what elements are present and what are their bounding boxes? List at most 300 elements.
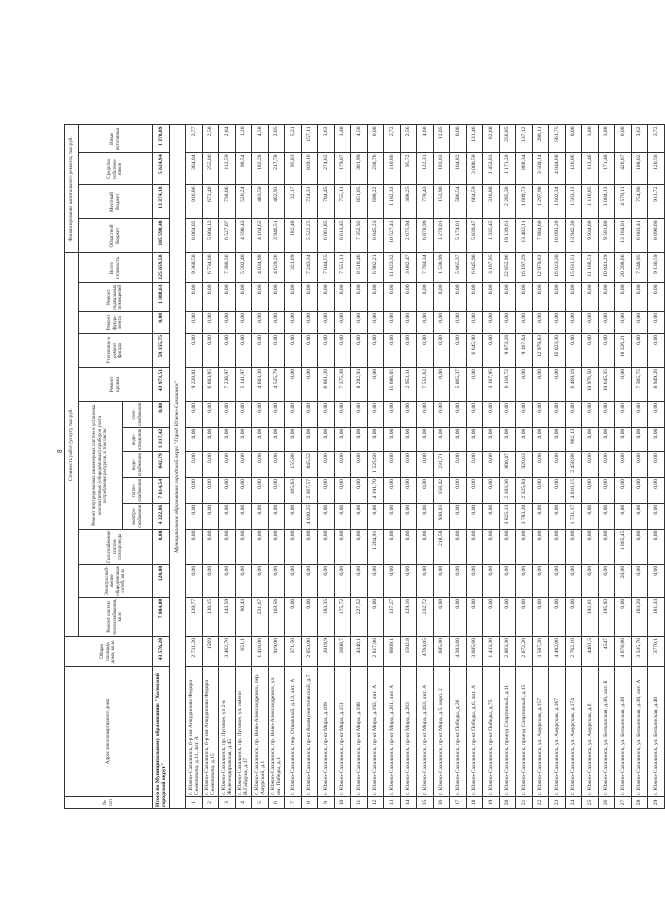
row-value: 0,00 xyxy=(202,452,219,478)
row-value: 9 228,81 xyxy=(186,367,203,401)
row-value: 0,00 xyxy=(318,564,335,597)
row-number: 12 xyxy=(367,797,384,809)
row-value: 4 603,30 xyxy=(252,367,269,401)
table-row xyxy=(367,125,384,809)
row-value: 0,00 xyxy=(582,564,599,597)
header-electric: Электроснаб- жение общедомовых сетей, кв.м xyxy=(79,564,153,597)
row-value: 9 581,80 xyxy=(598,219,615,253)
row-value: 1 865,45 xyxy=(615,529,632,564)
row-value: 1 270,01 xyxy=(433,219,450,253)
total-cell: 5 624,94 xyxy=(153,153,170,185)
header-fin-owners: Средства собствен- ников xyxy=(79,153,153,185)
row-value: 0,00 xyxy=(549,427,566,452)
row-value: 9 368,58 xyxy=(186,253,203,283)
row-value: 0,00 xyxy=(417,333,434,367)
header-facade: Ремонт фунда- мента xyxy=(79,311,153,333)
total-cell: 43 576,20 xyxy=(153,637,170,667)
row-value: 0,00 xyxy=(219,529,236,564)
row-value: 5 202,40 xyxy=(235,253,252,283)
row-value: 0,00 xyxy=(186,529,203,564)
row-value: 0,00 xyxy=(532,283,549,311)
row-address: г. Южно-Сахалинск, пр-кт Победы, д.75 xyxy=(483,667,500,797)
row-address: г. Южно-Сахалинск, пр. Луговое, ул 2-я Железнодорожная, д.45 xyxy=(219,667,236,797)
row-value: 0,00 xyxy=(186,478,203,504)
row-value: 2,58 xyxy=(202,125,219,153)
row-value: 6 613,45 xyxy=(334,219,351,253)
row-value: 0,00 xyxy=(466,564,483,597)
row-value: 0,00 xyxy=(235,283,252,311)
row-value: 1 453,03 xyxy=(483,153,500,185)
total-cell: 120,00 xyxy=(153,564,170,597)
row-value: 0,00 xyxy=(549,564,566,597)
total-cell: 0,00 xyxy=(153,311,170,333)
row-value: 0,00 xyxy=(466,427,483,452)
row-value: 11 823,32 xyxy=(384,253,401,283)
row-value: 0,00 xyxy=(598,564,615,597)
row-value: 3 605,60 xyxy=(466,637,483,667)
row-value: 0,00 xyxy=(285,311,302,333)
row-value: 8 064,02 xyxy=(186,219,203,253)
row-value: 0,00 xyxy=(219,311,236,333)
row-value: 0,00 xyxy=(450,311,467,333)
row-value: 0,00 xyxy=(219,427,236,452)
row-value: 0,00 xyxy=(648,529,665,564)
row-value: 7 352,92 xyxy=(351,219,368,253)
row-value: 0,00 xyxy=(400,478,417,504)
row-value: 839,16 xyxy=(301,153,318,185)
row-value: 4 078,80 xyxy=(615,637,632,667)
row-value: 0,00 xyxy=(450,597,467,636)
table-row xyxy=(483,125,500,809)
row-value: 0,00 xyxy=(532,427,549,452)
row-value: 462,93 xyxy=(268,185,285,219)
row-value: 2,84 xyxy=(219,125,236,153)
row-value: 0,00 xyxy=(466,401,483,427)
row-address: г. Южно-Сахалинск, пр-кт Мира, д.263, лит. А xyxy=(417,667,434,797)
row-value: 0,00 xyxy=(499,597,516,636)
row-value: 0,00 xyxy=(318,333,335,367)
row-value: 13 184,01 xyxy=(615,219,632,253)
row-address: г. Южно-Сахалинск, пр. Ново-Александровск, пер. Амурский, д.1 xyxy=(252,667,269,797)
total-cell: 13 374,18 xyxy=(153,185,170,219)
row-value: 0,00 xyxy=(202,529,219,564)
row-value: 15 631,51 xyxy=(565,253,582,283)
row-address: г. Южно-Сахалинск, б-р им Анкудинова Федора Семеновича, д.15 xyxy=(202,667,219,797)
row-value: 3 946,51 xyxy=(268,219,285,253)
row-value: 181,33 xyxy=(648,597,665,636)
row-value: 0,00 xyxy=(235,529,252,564)
header-inner-electric: электро- снабжения xyxy=(123,503,153,529)
row-value: 0,00 xyxy=(235,311,252,333)
row-number: 8 xyxy=(301,797,318,809)
row-value: 11 168,51 xyxy=(582,253,599,283)
row-value: 2 325,84 xyxy=(516,478,533,504)
row-address: г. Южно-Сахалинск, ул. Бельинская, д.40 xyxy=(648,667,665,797)
row-value: 0,00 xyxy=(186,333,203,367)
row-value: 165,83 xyxy=(285,478,302,504)
row-number: 19 xyxy=(483,797,500,809)
row-value: 0,00 xyxy=(351,529,368,564)
header-basement: Утепление и ремонт фасада xyxy=(79,333,153,367)
row-value: 0,00 xyxy=(351,283,368,311)
row-value: 3 167,95 xyxy=(483,253,500,283)
row-address: г. Южно-Сахалинск, пр-кт Мира, д.151 xyxy=(334,667,351,797)
row-value: 0,00 xyxy=(417,401,434,427)
table-row xyxy=(532,125,549,809)
row-number: 18 xyxy=(466,797,483,809)
row-value: 920,63 xyxy=(516,452,533,478)
row-value: 0,00 xyxy=(285,503,302,529)
row-address: г. Южно-Сахалинск, пр-кт Мира, д.192, лит. А xyxy=(367,667,384,797)
row-value: 62,68 xyxy=(483,125,500,153)
row-value: 0,00 xyxy=(483,597,500,636)
row-value: 371,50 xyxy=(285,637,302,667)
row-value: 3 462,70 xyxy=(219,637,236,667)
row-value: 0,00 xyxy=(367,333,384,367)
row-value: 0,00 xyxy=(433,564,450,597)
row-value: 0,00 xyxy=(433,597,450,636)
row-number: 7 xyxy=(285,797,302,809)
row-value: 4 010,15 xyxy=(565,478,582,504)
row-value: 0,00 xyxy=(631,564,648,597)
row-value: 0,00 xyxy=(384,564,401,597)
row-value: 10 841,29 xyxy=(598,253,615,283)
row-value: 1 731,17 xyxy=(565,503,582,529)
header-inner-sewer: водо- отведения xyxy=(123,427,153,452)
row-value: 179,07 xyxy=(334,153,351,185)
row-value: 0,00 xyxy=(301,401,318,427)
row-value: 520,24 xyxy=(235,185,252,219)
row-address: г. Южно-Сахалинск, пр-кт Мира, д.261, лит. А xyxy=(384,667,401,797)
row-value: 301,99 xyxy=(351,153,368,185)
row-value: 0,00 xyxy=(334,333,351,367)
row-value: 0,00 xyxy=(186,452,203,478)
row-value: 3,88 xyxy=(598,125,615,153)
row-value: 364,04 xyxy=(186,153,203,185)
row-number: 11 xyxy=(351,797,368,809)
row-value: 0,00 xyxy=(549,529,566,564)
row-value: 255,00 xyxy=(202,153,219,185)
row-value: 0,00 xyxy=(483,401,500,427)
row-value: 0,00 xyxy=(450,564,467,597)
row-value: 5 141,97 xyxy=(235,367,252,401)
row-value: 1 525,60 xyxy=(367,452,384,478)
row-address: г. Южно-Сахалинск, пр-кт Мира, д.5, корп. 2 xyxy=(433,667,450,797)
row-value: 10 527,41 xyxy=(384,219,401,253)
row-value: 3770,1 xyxy=(648,637,665,667)
row-value: 0,00 xyxy=(285,283,302,311)
row-value: 8 949,26 xyxy=(648,367,665,401)
row-value: 5 174,01 xyxy=(450,219,467,253)
row-value: 0,00 xyxy=(615,125,632,153)
row-value: 0,00 xyxy=(433,311,450,333)
row-value: 0,00 xyxy=(499,401,516,427)
row-value: 32,17 xyxy=(285,185,302,219)
total-cell: 842,79 xyxy=(153,452,170,478)
row-value: 3 509,14 xyxy=(532,153,549,185)
row-value: 685,00 xyxy=(433,637,450,667)
row-value: 0,00 xyxy=(483,427,500,452)
row-value: 4401,5 xyxy=(582,637,599,667)
table-row xyxy=(252,125,269,809)
row-value: 6 861,20 xyxy=(318,367,335,401)
row-value: 0,00 xyxy=(598,401,615,427)
row-value: 0,00 xyxy=(400,503,417,529)
total-cell: 1 317,42 xyxy=(153,427,170,452)
row-value: 158,42 xyxy=(433,478,450,504)
table-row xyxy=(202,125,219,809)
row-value: 0,00 xyxy=(301,283,318,311)
row-value: 0,00 xyxy=(400,452,417,478)
row-value: 6609,1 xyxy=(384,637,401,667)
table-row xyxy=(549,125,566,809)
total-cell: 7 804,08 xyxy=(153,597,170,636)
row-value: 175,72 xyxy=(334,597,351,636)
row-value: 0,00 xyxy=(532,564,549,597)
row-value: 0,00 xyxy=(384,311,401,333)
row-value: 4 030,25 xyxy=(301,503,318,529)
row-value: 0,00 xyxy=(516,597,533,636)
header-no: № п/п xyxy=(65,797,153,809)
row-value: 0,00 xyxy=(268,311,285,333)
row-address: г. Южно-Сахалинск, пр-кт Победы, д.26 xyxy=(450,667,467,797)
row-value: 6 118,72 xyxy=(499,367,516,401)
row-value: 5 804,12 xyxy=(202,219,219,253)
row-value: 13 942,30 xyxy=(565,219,582,253)
row-value: 738,06 xyxy=(219,185,236,219)
row-value: 10 976,50 xyxy=(582,367,599,401)
row-value: 288,11 xyxy=(532,125,549,153)
row-value: 982,13 xyxy=(565,427,582,452)
row-value: 0,00 xyxy=(532,401,549,427)
row-value: 3 008,58 xyxy=(466,153,483,185)
row-value: 2 072,20 xyxy=(516,637,533,667)
row-value: 0,00 xyxy=(582,503,599,529)
row-value: 0,00 xyxy=(483,283,500,311)
row-value: 664,59 xyxy=(466,185,483,219)
row-value: 316,80 xyxy=(483,185,500,219)
row-value: 6 645,90 xyxy=(466,253,483,283)
row-value: 0,00 xyxy=(367,401,384,427)
row-value: 6 603,41 xyxy=(631,219,648,253)
row-number: 27 xyxy=(615,797,632,809)
row-value: 0,00 xyxy=(598,478,615,504)
row-value: 7 551,11 xyxy=(334,253,351,283)
table-row xyxy=(499,125,516,809)
row-value: 0,00 xyxy=(301,564,318,597)
row-value: 0,00 xyxy=(549,452,566,478)
row-value: 153,90 xyxy=(433,185,450,219)
row-value: 0,00 xyxy=(417,283,434,311)
row-value: 182,28 xyxy=(252,153,269,185)
row-value: 0,00 xyxy=(268,401,285,427)
row-value: 0,00 xyxy=(351,401,368,427)
row-value: 1 538,99 xyxy=(433,253,450,283)
row-value: 426,67 xyxy=(615,153,632,185)
row-value: 0,00 xyxy=(516,401,533,427)
row-value: 0,00 xyxy=(186,427,203,452)
row-value: 2019,9 xyxy=(318,637,335,667)
row-value: 0,00 xyxy=(252,283,269,311)
row-value: 1502,8 xyxy=(400,637,417,667)
row-value: 3,72 xyxy=(648,125,665,153)
row-value: 0,00 xyxy=(252,401,269,427)
row-value: 0,00 xyxy=(631,478,648,504)
row-value: 0,00 xyxy=(268,564,285,597)
row-value: 0,00 xyxy=(351,311,368,333)
row-value: 0,00 xyxy=(252,311,269,333)
row-value: 231,67 xyxy=(252,597,269,636)
row-value: 9 130,59 xyxy=(648,253,665,283)
row-value: 0,00 xyxy=(186,401,203,427)
row-value: 0,00 xyxy=(417,427,434,452)
row-value: 0,00 xyxy=(466,597,483,636)
row-value: 9 873,28 xyxy=(499,333,516,367)
row-value: 0,00 xyxy=(285,401,302,427)
row-value: 0,00 xyxy=(252,564,269,597)
row-value: 2,72 xyxy=(384,125,401,153)
row-value: 0,00 xyxy=(598,452,615,478)
row-value: 6 603,85 xyxy=(202,367,219,401)
row-value: 131,46 xyxy=(466,125,483,153)
row-value: 0,00 xyxy=(301,427,318,452)
table-row xyxy=(268,125,285,809)
row-value: 232,72 xyxy=(417,597,434,636)
row-value: 110,86 xyxy=(384,153,401,185)
row-value: 0,00 xyxy=(450,452,467,478)
row-value: 13 482,11 xyxy=(516,219,533,253)
row-value: 0,00 xyxy=(582,311,599,333)
row-value: 2 053,00 xyxy=(301,637,318,667)
row-value: 3 082,47 xyxy=(400,253,417,283)
row-value: 778,43 xyxy=(417,185,434,219)
row-value: 0,00 xyxy=(483,452,500,478)
row-value: 0,00 xyxy=(384,401,401,427)
row-value: 0,00 xyxy=(483,333,500,367)
row-value: 7 784,34 xyxy=(417,253,434,283)
row-value: 0,00 xyxy=(631,333,648,367)
row-value: 0,00 xyxy=(582,427,599,452)
row-value: 2 675,94 xyxy=(400,219,417,253)
row-value: 4 525,79 xyxy=(268,367,285,401)
row-value: 9 167,64 xyxy=(516,333,533,367)
total-row xyxy=(153,125,170,809)
table-row xyxy=(417,125,434,809)
row-value: 0,00 xyxy=(450,283,467,311)
row-value: 6 527,07 xyxy=(219,219,236,253)
row-address: г. Южно-Сахалинск, проезд Спортивный, д.15 xyxy=(516,667,533,797)
row-value: 1 335,45 xyxy=(483,219,500,253)
row-value: 2,77 xyxy=(186,125,203,153)
row-value: 0,00 xyxy=(516,311,533,333)
row-value: 5 865,37 xyxy=(450,367,467,401)
row-value: 0,00 xyxy=(235,503,252,529)
row-value: 20,00 xyxy=(615,564,632,597)
table-row xyxy=(235,125,252,809)
row-value: 0,00 xyxy=(318,529,335,564)
row-value: 5 522,25 xyxy=(301,219,318,253)
row-value: 6 045,23 xyxy=(367,219,384,253)
row-value: 6 734,00 xyxy=(202,253,219,283)
row-value: 0,00 xyxy=(648,333,665,367)
row-value: 0,00 xyxy=(450,401,467,427)
row-value: 0,00 xyxy=(285,564,302,597)
row-value: 217,78 xyxy=(268,153,285,185)
row-value: 104,82 xyxy=(450,153,467,185)
row-value: 0,00 xyxy=(433,401,450,427)
row-number: 23 xyxy=(549,797,566,809)
row-value: 7 375,38 xyxy=(334,367,351,401)
row-value: 0,00 xyxy=(549,401,566,427)
row-value: 1 609,73 xyxy=(516,185,533,219)
row-value: 0,00 xyxy=(318,283,335,311)
header-inner-water: водо- снабжения xyxy=(123,452,153,478)
total-cell: 43 973,51 xyxy=(153,367,170,401)
header-total: Всего стоимость xyxy=(79,253,153,283)
row-value: 0,00 xyxy=(301,367,318,401)
row-value: 6 982,21 xyxy=(367,253,384,283)
row-value: 2,05 xyxy=(268,125,285,153)
row-value: 0,00 xyxy=(631,427,648,452)
row-value: 0,00 xyxy=(334,564,351,597)
row-value: 3 335,70 xyxy=(631,637,648,667)
row-address: г. Южно-Сахалинск, б-р им Анкудинова Федора Семеновича, д.11, лит. А xyxy=(186,667,203,797)
row-value: 0,00 xyxy=(615,367,632,401)
row-value: 0,00 xyxy=(334,452,351,478)
table-row xyxy=(565,125,582,809)
row-value: 7 551,62 xyxy=(417,367,434,401)
table-row xyxy=(334,125,351,809)
row-value: 2 285,30 xyxy=(499,185,516,219)
row-value: 2 458,88 xyxy=(565,452,582,478)
row-value: 3 587,20 xyxy=(532,637,549,667)
row-value: 0,00 xyxy=(285,597,302,636)
row-value: 1 418,00 xyxy=(252,637,269,667)
row-value: 1 084,13 xyxy=(598,185,615,219)
row-value: 143,59 xyxy=(219,597,236,636)
row-value: 561,75 xyxy=(549,125,566,153)
row-value: 0,00 xyxy=(615,283,632,311)
row-value: 183,20 xyxy=(631,597,648,636)
row-value: 7 236,97 xyxy=(219,367,236,401)
row-value: 12 979,83 xyxy=(532,253,549,283)
row-value: 0,00 xyxy=(532,311,549,333)
row-address: г. Южно-Сахалинск, ул. Амурская, д.6 xyxy=(582,667,599,797)
row-value: 0,00 xyxy=(235,333,252,367)
row-value: 0,00 xyxy=(384,529,401,564)
row-value: 0,00 xyxy=(268,529,285,564)
row-value: 308,25 xyxy=(400,185,417,219)
header-inner: Ремонт внутридомовых инженерных систем и установка коллективных (общедомовых) приборов учета потребления ресурсов, в том числе: xyxy=(79,401,123,529)
header-fin-local: Местный бюджет xyxy=(79,185,153,219)
row-value: 2 367,57 xyxy=(301,478,318,504)
row-value: 188,02 xyxy=(631,153,648,185)
row-value: 0,00 xyxy=(202,478,219,504)
row-value: 113,46 xyxy=(582,153,599,185)
row-value: 171,48 xyxy=(598,153,615,185)
row-value: 0,00 xyxy=(400,529,417,564)
row-value: 0,00 xyxy=(615,503,632,529)
row-value: 10 645,35 xyxy=(598,367,615,401)
row-value: 0,00 xyxy=(417,564,434,597)
row-value: 256,85 xyxy=(499,125,516,153)
row-value: 0,00 xyxy=(648,283,665,311)
page-number: 8 xyxy=(56,449,64,453)
row-value: 4764,65 xyxy=(417,637,434,667)
row-value: 0,00 xyxy=(565,529,582,564)
row-value: 800,47 xyxy=(499,452,516,478)
row-value: 137,27 xyxy=(384,597,401,636)
